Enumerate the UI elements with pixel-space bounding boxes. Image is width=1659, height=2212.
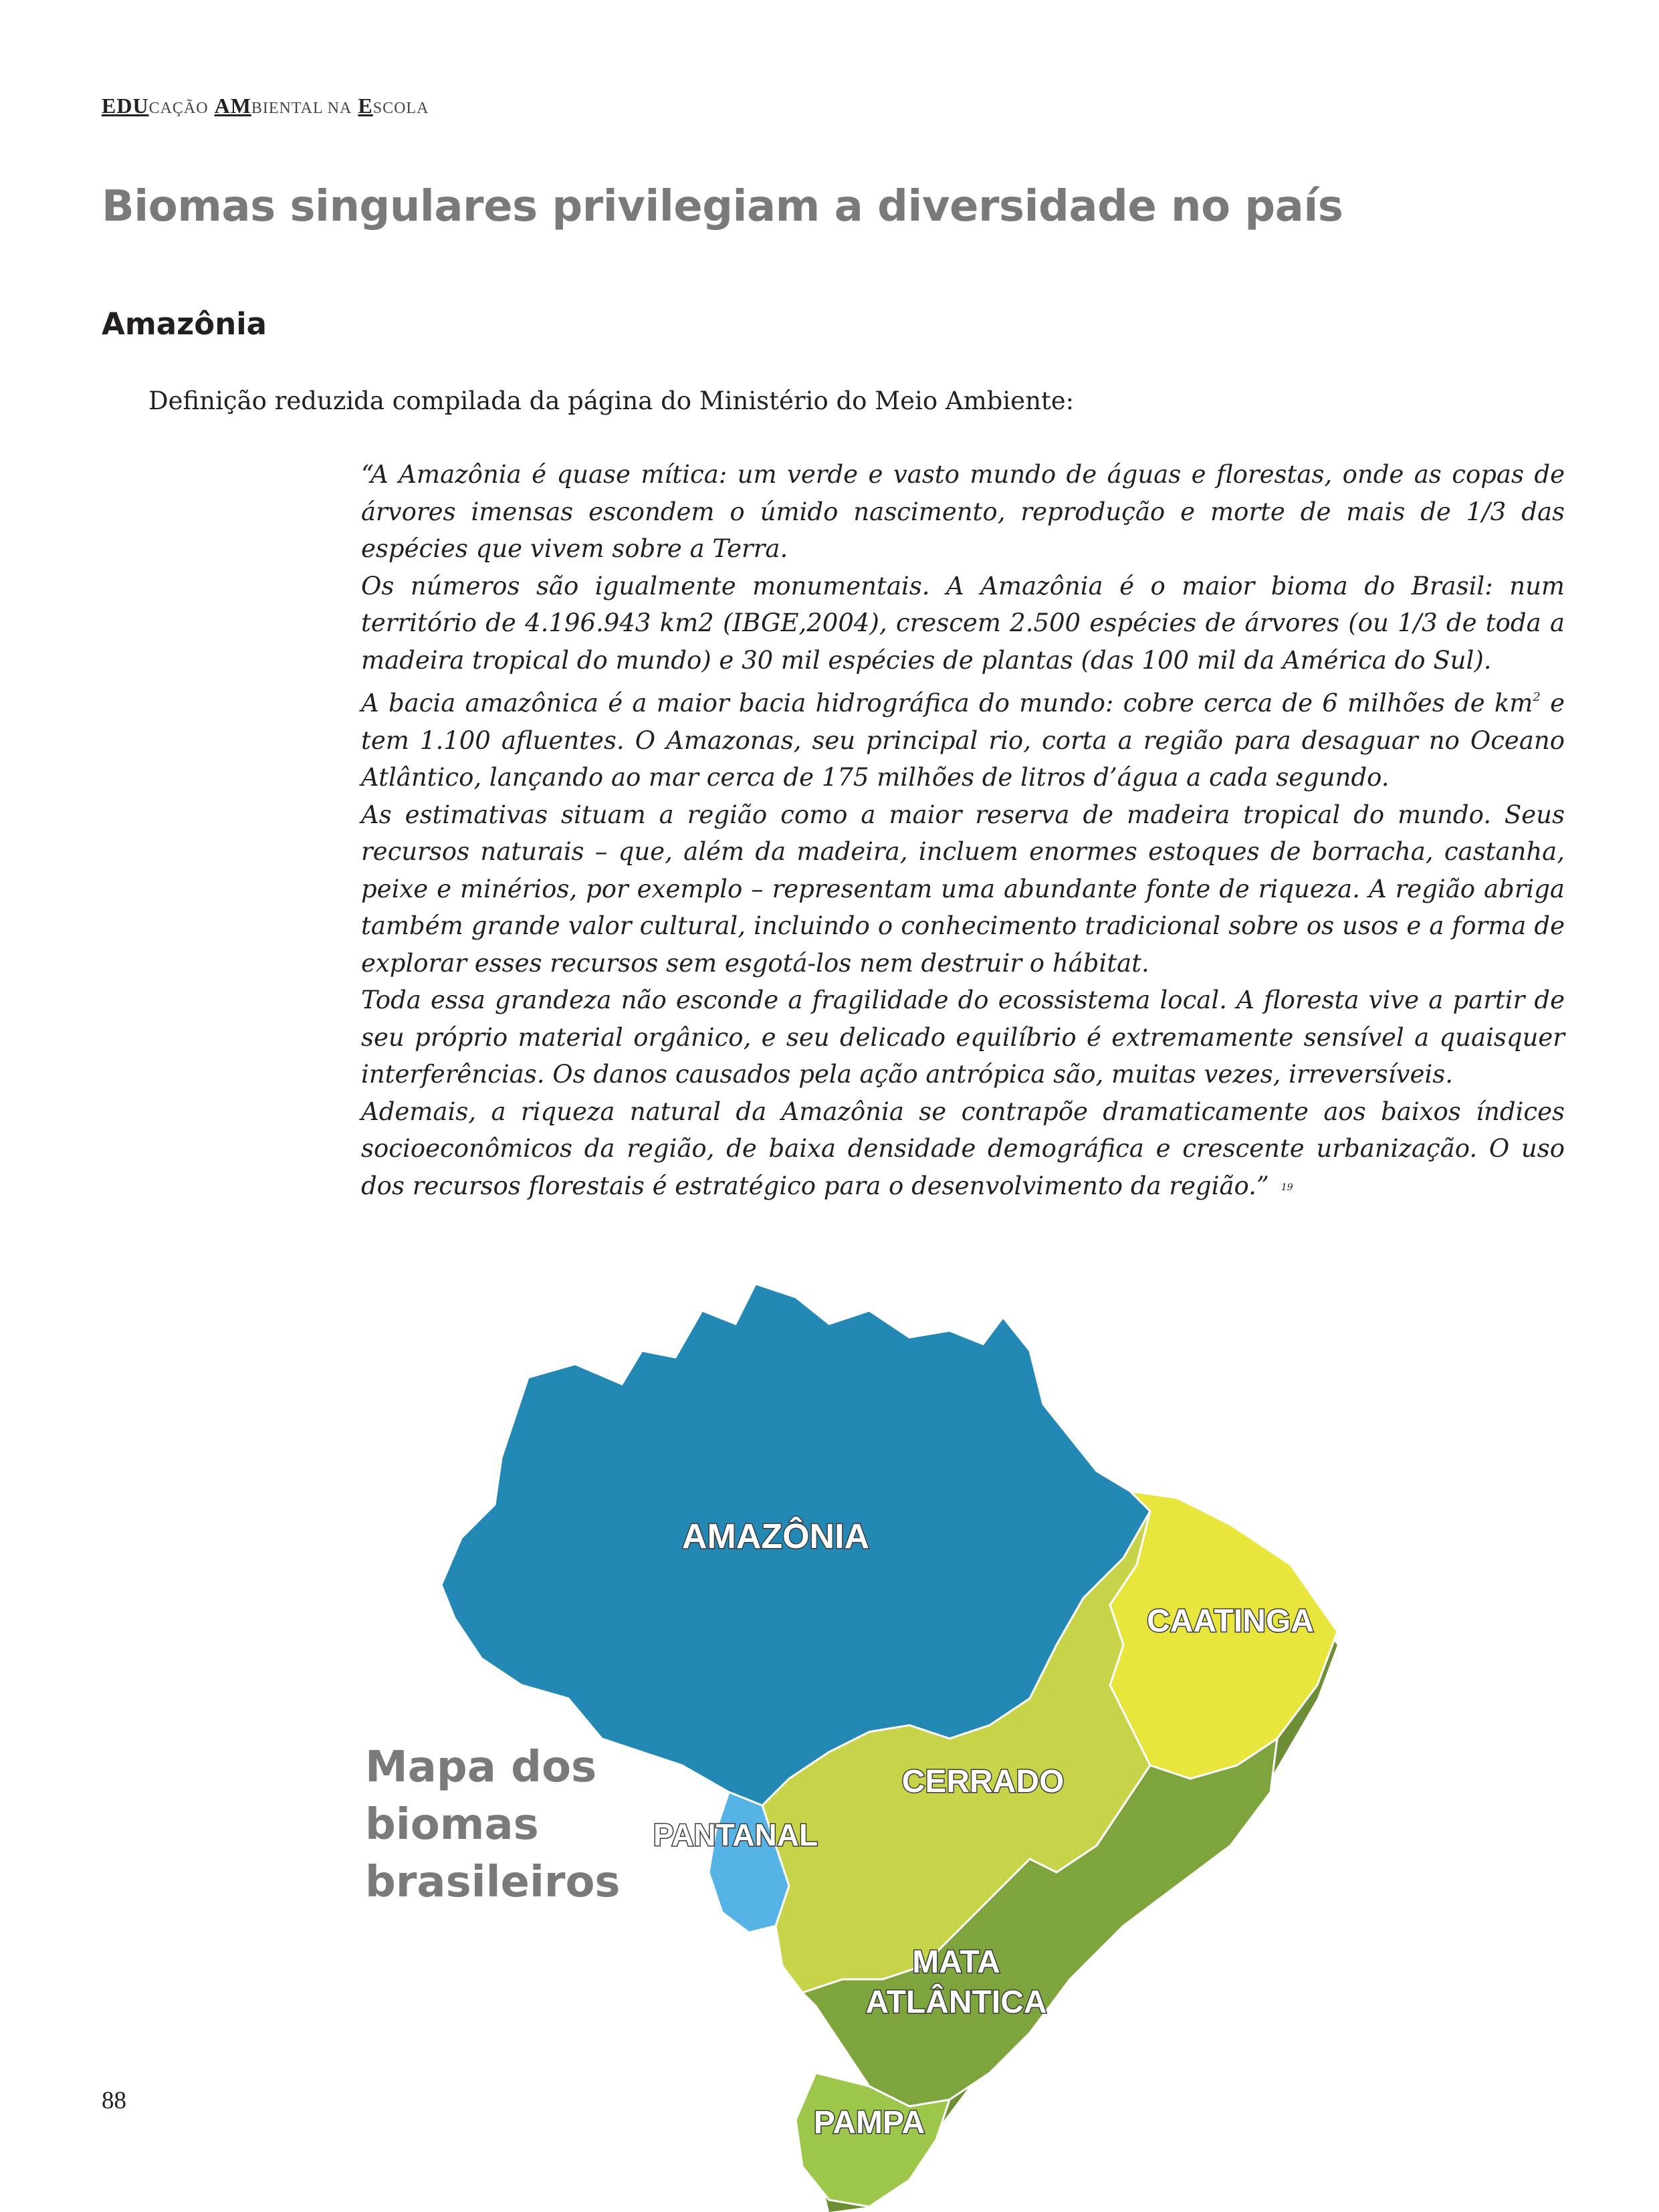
running-head-small-1: CAÇÃO	[148, 100, 209, 117]
running-head	[102, 94, 429, 118]
page-title: Biomas singulares privilegiam a diversidade no país	[102, 182, 1343, 231]
label-caatinga: CAATINGA	[1147, 1603, 1314, 1639]
superscript-2: 2	[1533, 690, 1541, 704]
running-head-caps-2: AM	[214, 94, 251, 118]
label-amazonia: AMAZÔNIA	[681, 1517, 870, 1556]
quote-paragraph: “A Amazônia é quase mítica: um verde e vasto mundo de águas e florestas, onde as copas de árvores imensas escondem o úmido nascimento, reprodução e morte de mais de 1/3 das espécies que vivem sobre a Terra.	[361, 460, 1565, 563]
biomes-map	[401, 1270, 1404, 2212]
quote-paragraph: As estimativas situam a região como a maior reserva de madeira tropical do mundo. Seus recursos naturais – que, além da madeira, incluem enormes estoques de borracha, castanha, peixe e minérios, por exemplo – representam uma abundante fonte de riqueza. A região abriga também grande valor cultural, incluindo o conhecimento tradicional sobre os usos e a forma de explorar esses recursos sem esgotá-los nem destruir o hábitat.	[361, 800, 1565, 978]
section-heading: Amazônia	[102, 306, 267, 342]
intro-text: Definição reduzida compilada da página do Ministério do Meio Ambiente:	[148, 386, 1075, 415]
label-pampa: PAMPA	[813, 2105, 925, 2140]
label-mata-line2: ATLÂNTICA	[865, 1985, 1047, 2020]
footnote-reference: 19	[1281, 1182, 1293, 1193]
quote-paragraph	[361, 1093, 1565, 1207]
label-cerrado: CERRADO	[901, 1764, 1065, 1799]
quote-text: A bacia amazônica é a maior bacia hidrográfica do mundo: cobre cerca de 6 milhões de km	[361, 689, 1533, 717]
running-head-caps-3: E	[358, 94, 373, 118]
label-mata-line1: MATA	[912, 1945, 1000, 1980]
quote-paragraph: Toda essa grandeza não esconde a fragilidade do ecossistema local. A floresta vive a partir de seu próprio material orgânico, e seu delicado equilíbrio é extremamente sensível a quaisquer interferências. Os danos causados pela ação antrópica são, muitas vezes, irreversíveis.	[361, 986, 1565, 1089]
quote-block	[361, 456, 1565, 1206]
map-caption-line: Mapa dos	[365, 1743, 597, 1792]
running-head-small-2: BIENTAL NA	[251, 100, 352, 117]
quote-text: Ademais, a riqueza natural da Amazônia se contrapõe dramaticamente aos baixos índices socioeconômicos da região, de baixa densidade demográfica e crescente urbanização. O uso dos recursos florestais é estratégico para o desenvolvimento da região.”	[361, 1097, 1565, 1200]
map-caption-line: biomas	[365, 1800, 539, 1850]
running-head-caps-1: EDU	[102, 94, 149, 118]
quote-paragraph: Os números são igualmente monumentais. A Amazônia é o maior bioma do Brasil: num território de 4.196.943 km2 (IBGE,2004), crescem 2.500 espécies de árvores (ou 1/3 de toda a madeira tropical do mundo) e 30 mil espécies de plantas (das 100 mil da América do Sul).	[361, 571, 1565, 675]
map-caption-line: brasileiros	[365, 1858, 621, 1907]
label-pantanal: PANTANAL	[653, 1817, 818, 1852]
quote-text: e tem 1.100 afluentes. O Amazonas, seu principal rio, corta a região para desaguar no Oceano Atlântico, lançando ao mar cerca de 175 milhões de litros d’água a cada segundo.	[361, 689, 1565, 792]
running-head-small-3: SCOLA	[372, 100, 429, 117]
page-number: 88	[102, 2087, 126, 2114]
quote-paragraph	[361, 679, 1565, 796]
